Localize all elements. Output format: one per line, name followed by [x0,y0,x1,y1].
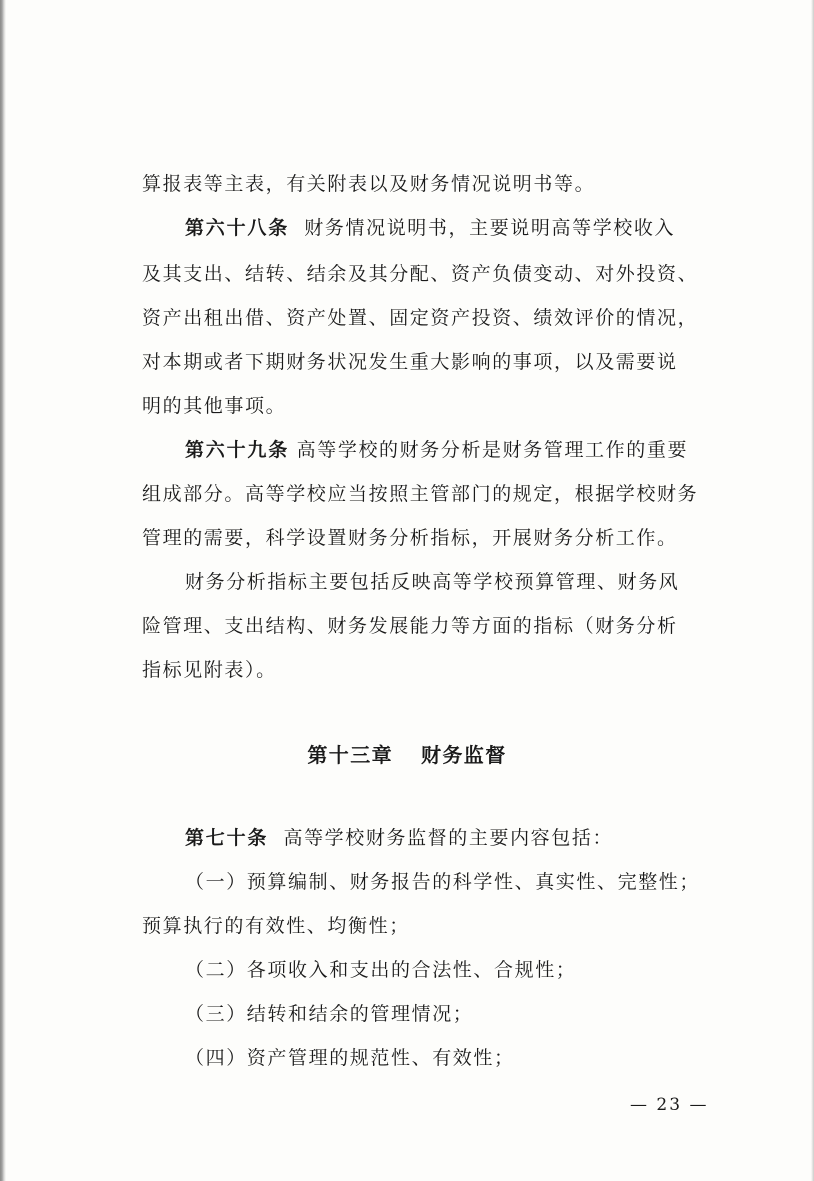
text-line: 财务分析指标主要包括反映高等学校预算管理、财务风 [185,571,680,593]
text-line: 资产出租出借、资产处置、固定资产投资、绩效评价的情况， [142,307,699,329]
article-70 [185,826,613,850]
list-item-continued: 预算执行的有效性、均衡性； [142,915,410,937]
list-item: （四）资产管理的规范性、有效性； [185,1047,515,1069]
list-item: （一）预算编制、财务报告的科学性、真实性、完整性； [185,871,701,893]
article-heading: 第六十九条 [185,439,290,461]
scan-edge-left [0,0,6,1181]
text-line: 算报表等主表，有关附表以及财务情况说明书等。 [142,173,596,195]
article-heading: 第七十条 [185,827,269,849]
page-number: — 23 — [630,1095,709,1115]
text-line: 管理的需要，科学设置财务分析指标，开展财务分析工作。 [142,527,678,549]
article-heading: 第六十八条 [185,217,290,239]
continued-line [142,172,595,196]
chapter-number: 第十三章 [307,743,393,767]
text-line: 组成部分。高等学校应当按照主管部门的规定，根据学校财务 [142,483,699,505]
text-line: 财务情况说明书，主要说明高等学校收入 [304,217,676,239]
chapter-title: 财务监督 [421,743,507,767]
article-68 [185,216,675,240]
text-line: 对本期或者下期财务状况发生重大影响的事项，以及需要说 [142,351,678,373]
text-line: 高等学校财务监督的主要内容包括： [283,827,614,849]
article-69 [185,438,688,462]
text-line: 及其支出、结转、结余及其分配、资产负债变动、对外投资、 [142,263,699,285]
chapter-heading [0,742,814,768]
text-line: 指标见附表）。 [142,659,277,681]
text-line: 明的其他事项。 [142,395,287,417]
list-item: （三）结转和结余的管理情况； [185,1003,474,1025]
text-line: 高等学校的财务分析是财务管理工作的重要 [296,439,689,461]
list-item: （二）各项收入和支出的合法性、合规性； [185,959,577,981]
text-line: 险管理、支出结构、财务发展能力等方面的指标（财务分析 [142,615,678,637]
